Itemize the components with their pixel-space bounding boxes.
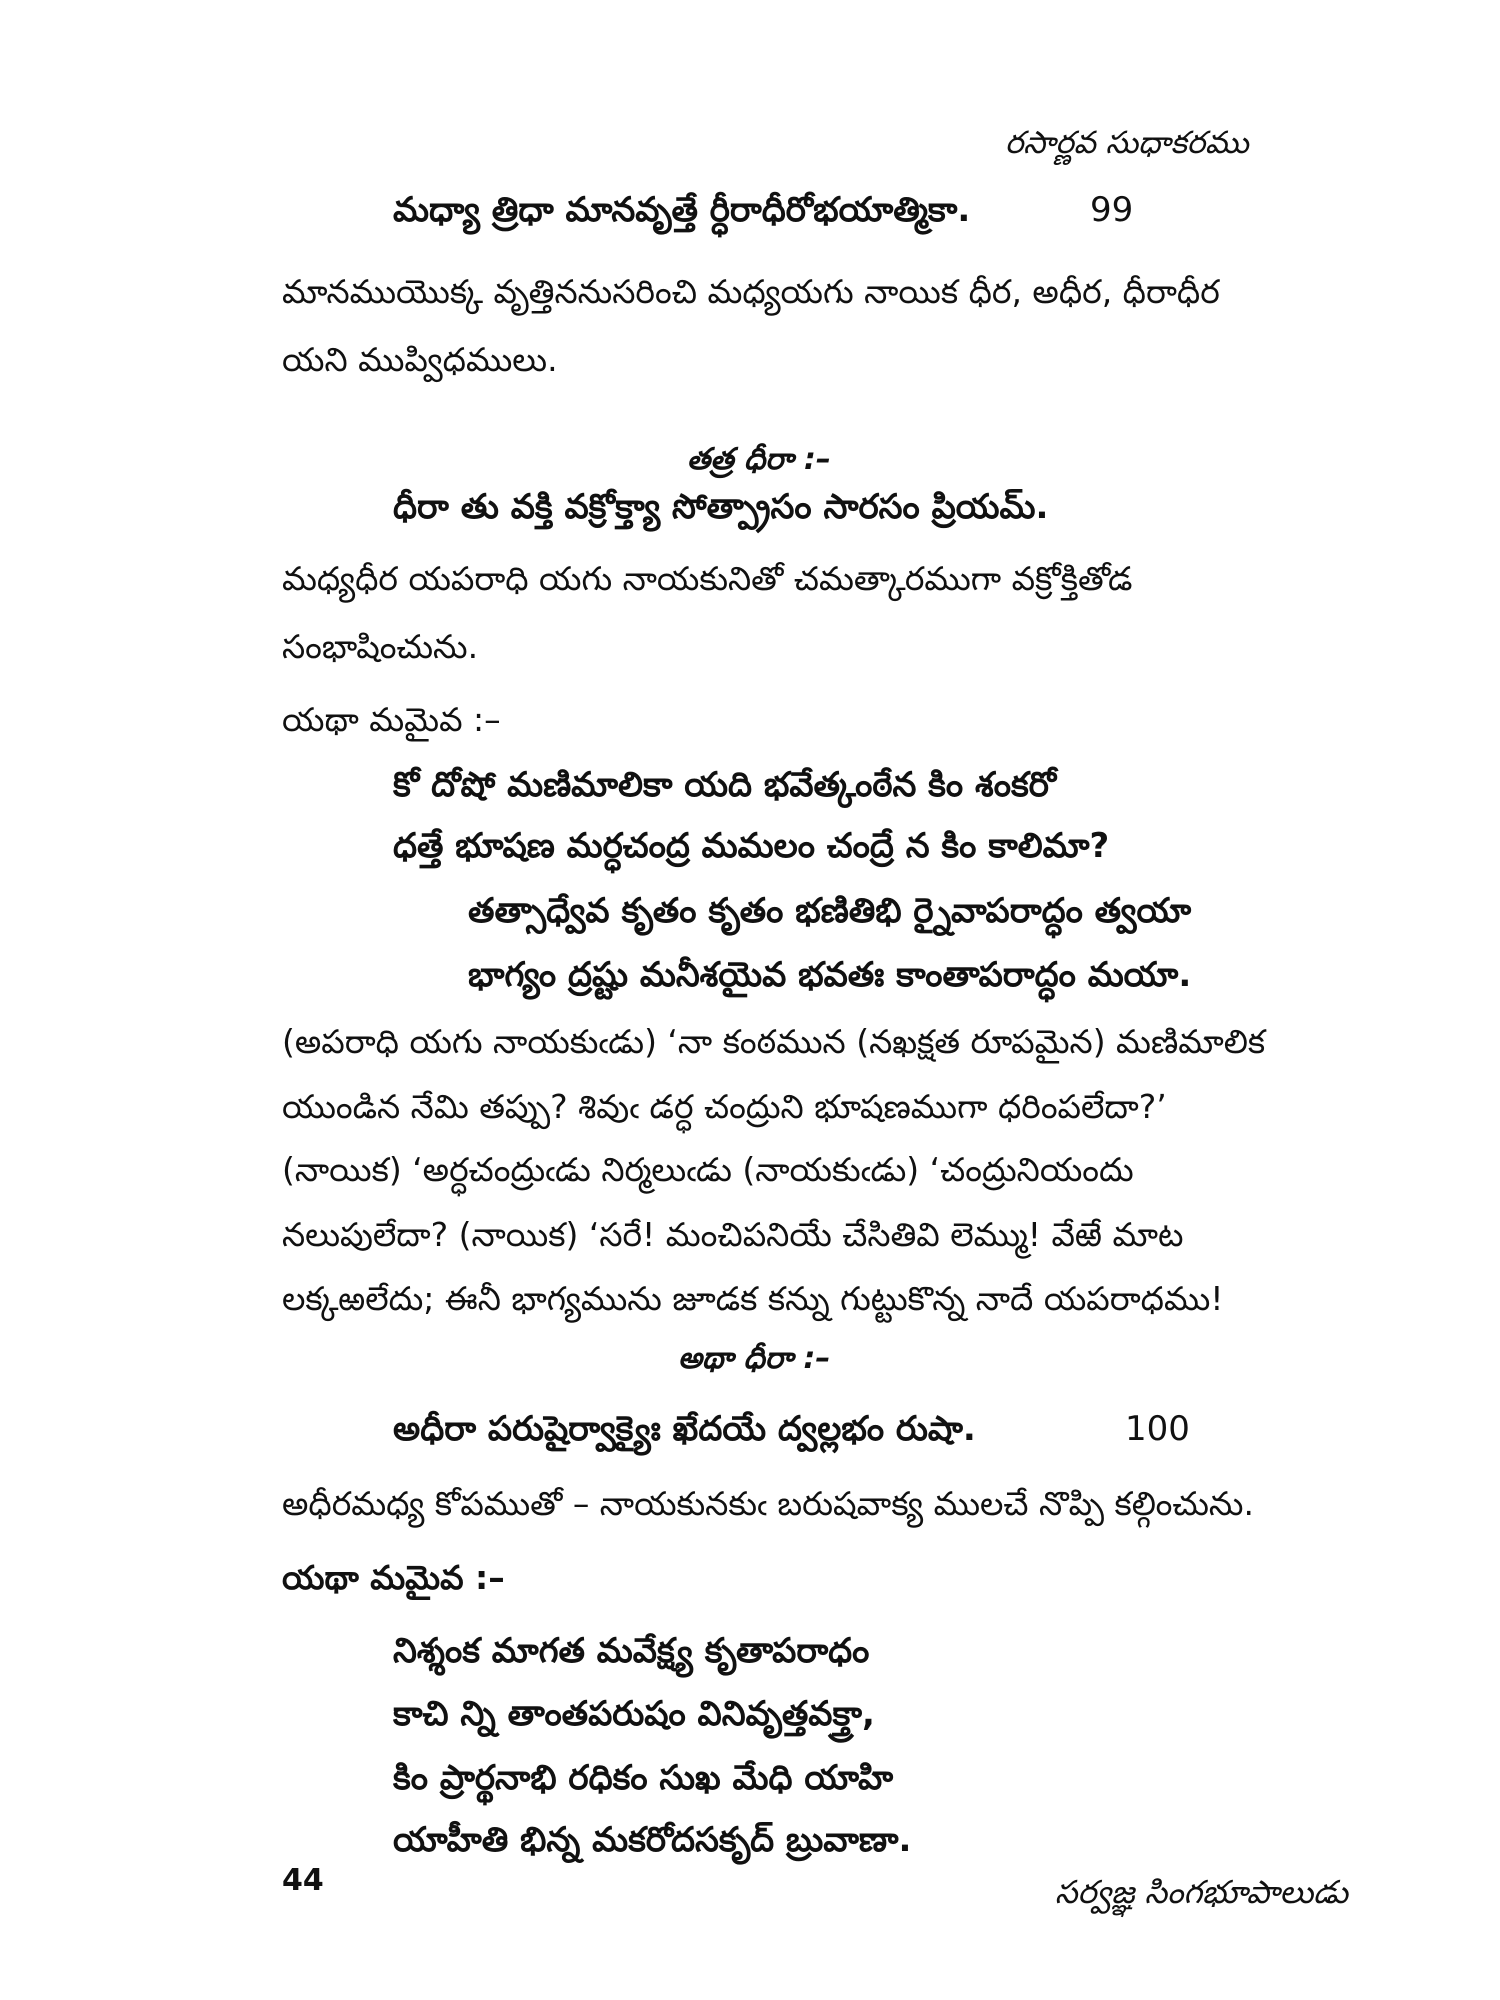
verse-number-100: 100 — [1125, 1409, 1190, 1449]
para-3-line-4: నలుపులేదా? (నాయిక) ‘సరే! మంచిపనియే చేసితివి లెమ్ము! వేఱే మాట — [282, 1215, 1184, 1254]
example-label-2: యథా మమైవ :– — [282, 1558, 505, 1597]
poem-2-line-4: యాహీతి భిన్న మకరోదసకృద్ బ్రువాణా. — [393, 1820, 912, 1860]
para-1-line-2: యని ముప్విధములు. — [282, 340, 558, 379]
para-2-line-1: మధ్యధీర యపరాధి యగు నాయకునితో చమత్కారముగా వక్రోక్తితోడ — [282, 559, 1133, 598]
verse-99: మధ్యా త్రిధా మానవృత్తే ర్ధీరాధీరోభయాత్మికా. — [393, 190, 971, 230]
poem-1-line-3: తత్సాధ్వేవ కృతం కృతం భణితిభి ర్నైవాపరాద్ధం త్వయా — [468, 891, 1192, 931]
poem-1-line-1: కో దోషో మణిమాలికా యది భవేత్కంఠేన కిం శంకరో — [393, 765, 1056, 805]
section-heading-dheera: తత్ర ధీరా :– — [687, 442, 831, 477]
para-3-line-1: (అపరాధి యగు నాయకుఁడు) ‘నా కంఠమున (నఖక్షత రూపమైన) మణిమాలిక — [282, 1022, 1266, 1061]
verse-100: అధీరా పరుషైర్వాక్యైః ఖేదయే ద్వల్లభం రుషా. — [393, 1409, 976, 1449]
verse-dheera: ధీరా తు వక్తి వక్రోక్త్యా సోత్ప్రాసం సారసం ప్రియమ్. — [393, 487, 1049, 527]
para-2-line-2: సంభాషించును. — [282, 627, 479, 666]
poem-2-line-2: కాచి న్ని తాంతపరుషం వినివృత్తవక్త్రా, — [393, 1694, 875, 1734]
footer-author: సర్వజ్ఞ సింగభూపాలుడు — [1055, 1873, 1348, 1911]
para-3-line-2: యుండిన నేమి తప్పు? శివుఁ డర్ధ చంద్రుని భూషణముగా ధరింపలేదా?’ — [282, 1087, 1167, 1126]
poem-1-line-2: ధత్తే భూషణ మర్ధచంద్ర మమలం చంద్రే న కిం కాలిమా? — [393, 826, 1110, 866]
example-label-1: యథా మమైవ :– — [282, 700, 501, 739]
poem-2-line-3: కిం ప్రార్థనాభి రధికం సుఖ మేధి యాహి — [393, 1758, 894, 1798]
poem-2-line-1: నిశ్శంక మాగత మవేక్ష్య కృతాపరాధం — [393, 1631, 870, 1671]
section-heading-adheera: అథా ధీరా :– — [678, 1341, 831, 1376]
para-3-line-3: (నాయిక) ‘అర్ధచంద్రుఁడు నిర్మలుఁడు (నాయకుఁడు) ‘చంద్రునియందు — [282, 1150, 1134, 1189]
running-header: రసార్ణవ సుధాకరము — [1005, 125, 1249, 161]
poem-1-line-4: భాగ్యం ద్రష్టు మనీశయైవ భవతః కాంతాపరాద్ధం మయా. — [468, 955, 1192, 995]
para-3-line-5: లక్కఱలేదు; ఈనీ భాగ్యమును జూడక కన్ను గుట్టుకొన్న నాదే యపరాధము! — [282, 1279, 1224, 1318]
page-number: 44 — [282, 1863, 324, 1898]
para-4: అధీరమధ్య కోపముతో – నాయకునకుఁ బరుషవాక్య ములచే నొప్పి కల్గించును. — [282, 1484, 1254, 1523]
verse-number-99: 99 — [1090, 190, 1134, 230]
para-1-line-1: మానముయొక్క వృత్తిననుసరించి మధ్యయగు నాయిక ధీర, అధీర, ధీరాధీర — [282, 272, 1220, 311]
